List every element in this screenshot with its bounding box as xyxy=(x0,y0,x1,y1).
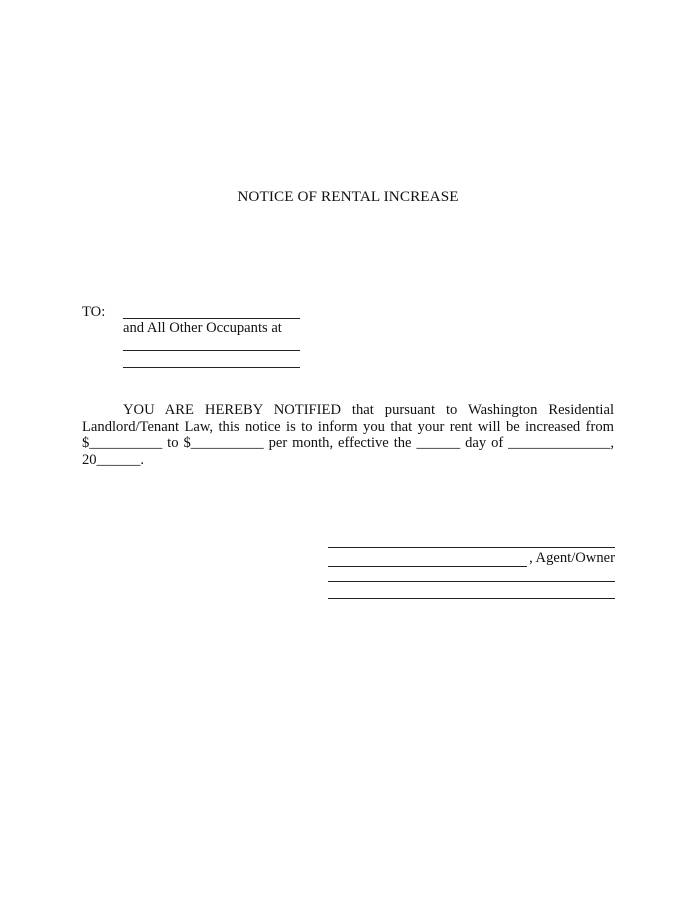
tenant-name-line[interactable] xyxy=(123,318,300,319)
agent-owner-label: , Agent/Owner xyxy=(529,550,615,566)
signature-line-1[interactable] xyxy=(328,547,615,548)
address-line-2[interactable] xyxy=(123,367,300,368)
notice-body xyxy=(82,402,614,468)
agent-owner-signature-line[interactable] xyxy=(328,552,527,567)
to-label: TO: xyxy=(82,304,106,320)
notice-body-line: Landlord/Tenant Law, this notice is to inform you that your rent will be increased from xyxy=(82,418,614,435)
document-title: NOTICE OF RENTAL INCREASE xyxy=(237,188,459,205)
notice-body-line: YOU ARE HEREBY NOTIFIED that pursuant to Washington Residential xyxy=(123,402,614,418)
signature-line-4[interactable] xyxy=(328,598,615,599)
occupants-text: and All Other Occupants at xyxy=(123,320,282,336)
agent-owner-row xyxy=(328,550,615,567)
notice-body-line: $__________ to $__________ per month, effective the ______ day of ______________, xyxy=(82,435,614,451)
signature-line-3[interactable] xyxy=(328,581,615,582)
address-line-1[interactable] xyxy=(123,350,300,351)
notice-body-line: 20______. xyxy=(82,451,145,468)
